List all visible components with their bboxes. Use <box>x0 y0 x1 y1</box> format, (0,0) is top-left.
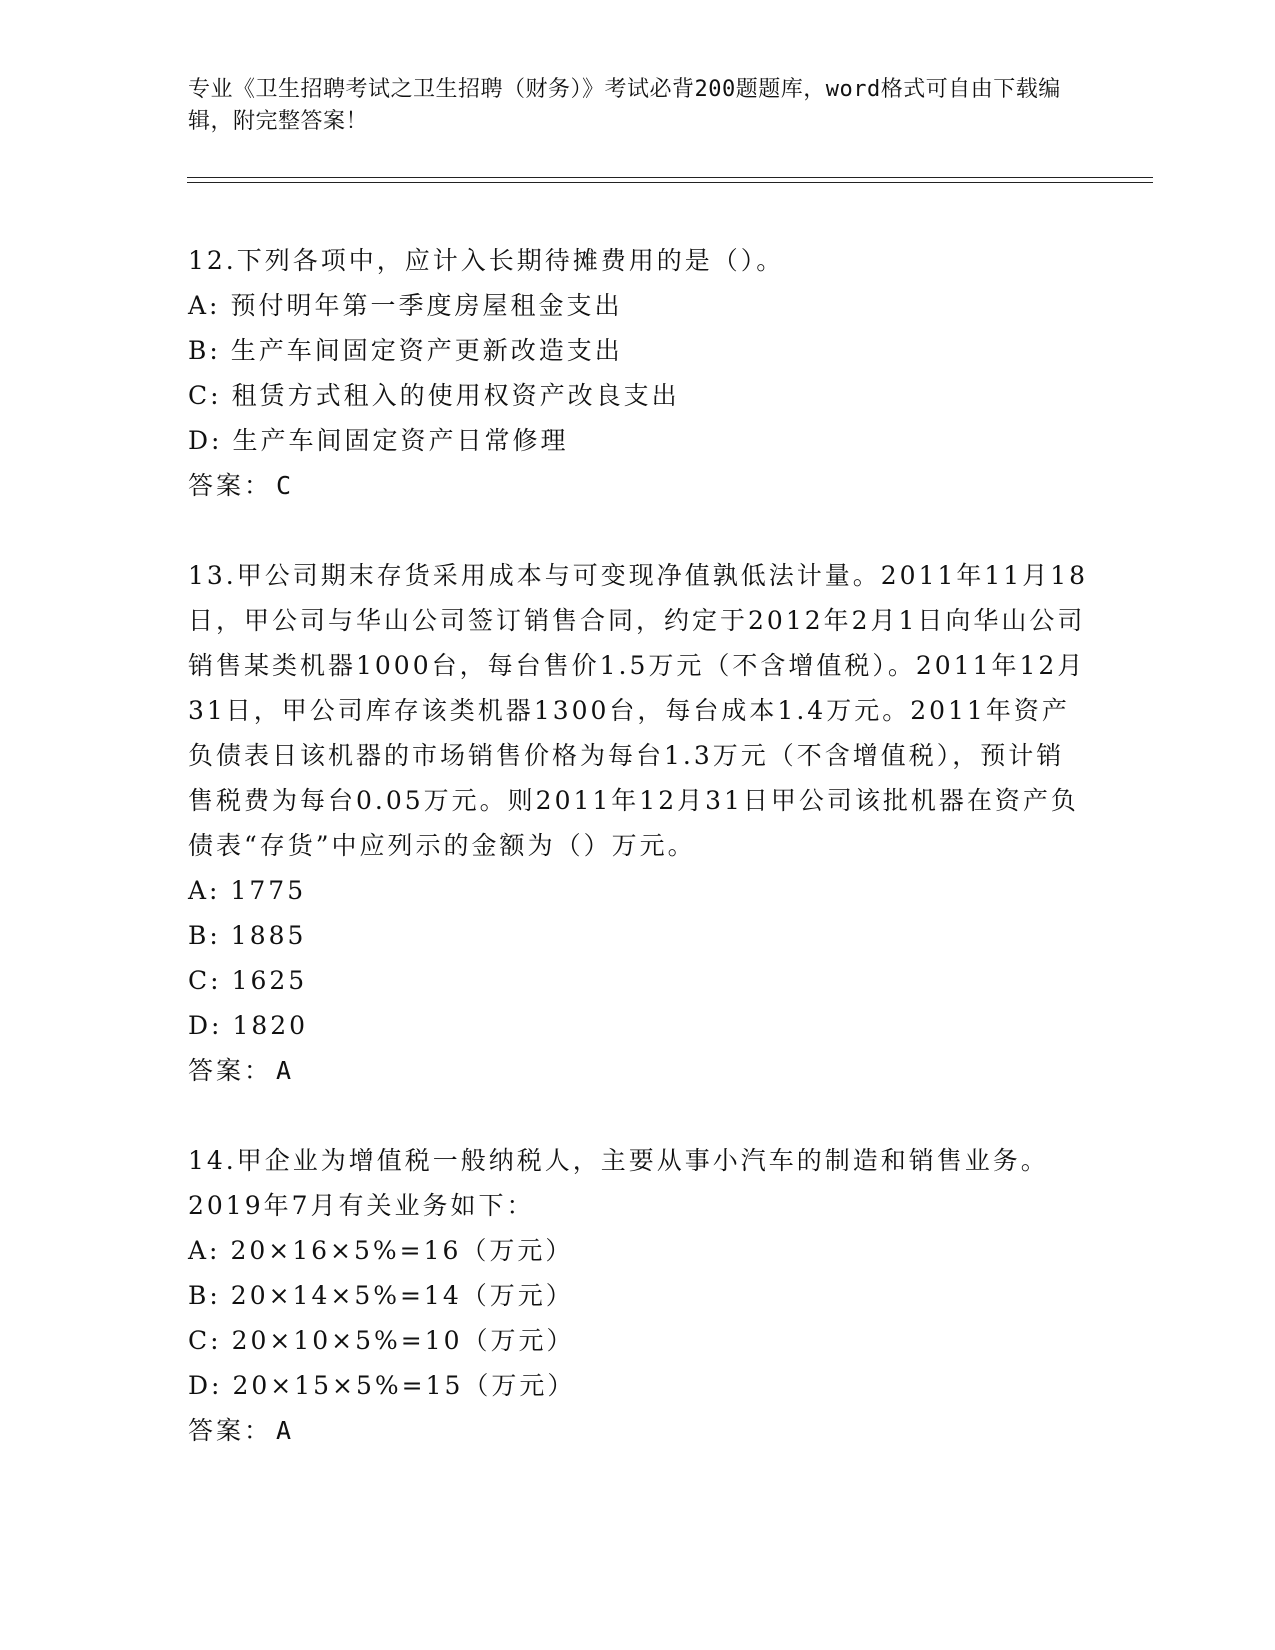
header-divider-bottom <box>187 182 1153 183</box>
answer-value: A <box>276 1416 295 1445</box>
option-text: 20×14×5%=14（万元） <box>230 1281 574 1310</box>
question-list <box>188 238 1088 1498</box>
option-text: 1625 <box>231 966 308 995</box>
answer-value: C <box>276 471 295 500</box>
option-letter: A: <box>188 1236 221 1265</box>
option-letter: A: <box>188 876 221 905</box>
option-letter: D: <box>188 1371 223 1400</box>
option-text: 生产车间固定资产更新改造支出 <box>230 336 623 365</box>
option-b <box>188 913 1088 958</box>
option-d <box>188 1003 1088 1048</box>
answer-value: A <box>276 1056 295 1085</box>
question-14 <box>188 1138 1088 1453</box>
option-c <box>188 958 1088 1003</box>
option-text: 租赁方式租入的使用权资产改良支出 <box>231 381 680 410</box>
answer-label: 答案： <box>188 1416 273 1445</box>
answer-line <box>188 463 1088 508</box>
option-letter: D: <box>188 426 223 455</box>
option-text: 预付明年第一季度房屋租金支出 <box>230 291 623 320</box>
option-b <box>188 328 1088 373</box>
option-letter: D: <box>188 1011 223 1040</box>
option-letter: B: <box>188 336 221 365</box>
option-text: 生产车间固定资产日常修理 <box>232 426 569 455</box>
option-letter: C: <box>188 381 222 410</box>
option-b <box>188 1273 1088 1318</box>
option-letter: C: <box>188 966 222 995</box>
answer-label: 答案： <box>188 1056 273 1085</box>
option-text: 1775 <box>230 876 307 905</box>
option-d <box>188 1363 1088 1408</box>
header-divider-top <box>187 177 1153 178</box>
document-title: 专业《卫生招聘考试之卫生招聘（财务）》考试必背200题题库，word格式可自由下载编辑，附完整答案！ <box>188 77 1061 134</box>
option-a <box>188 868 1088 913</box>
answer-line <box>188 1048 1088 1093</box>
option-letter: B: <box>188 1281 221 1310</box>
answer-line <box>188 1408 1088 1453</box>
question-stem: 14.甲企业为增值税一般纳税人，主要从事小汽车的制造和销售业务。2019年7月有关业务如下： <box>188 1146 1049 1220</box>
question-stem: 13.甲公司期末存货采用成本与可变现净值孰低法计量。2011年11月18日，甲公司与华山公司签订销售合同，约定于2012年2月1日向华山公司销售某类机器1000台，每台售价1.5万元（不含增值税）。2011年12月31日，甲公司库存该类机器1300台，每台成本1.4万元。2011年资产负债表日该机器的市场销售价格为每台1.3万元（不含增值税），预计销售税费为每台0.05万元。则2011年12月31日甲公司该批机器在资产负债表“存货”中应列示的金额为（）万元。 <box>188 561 1089 860</box>
option-letter: C: <box>188 1326 222 1355</box>
question-stem: 12.下列各项中，应计入长期待摊费用的是（）。 <box>188 246 785 275</box>
question-13 <box>188 553 1088 1093</box>
answer-label: 答案： <box>188 471 273 500</box>
option-text: 1885 <box>230 921 307 950</box>
option-d <box>188 418 1088 463</box>
option-c <box>188 373 1088 418</box>
option-text: 1820 <box>232 1011 309 1040</box>
document-header <box>188 74 1068 138</box>
option-text: 20×16×5%=16（万元） <box>230 1236 574 1265</box>
option-letter: B: <box>188 921 221 950</box>
option-text: 20×15×5%=15（万元） <box>232 1371 576 1400</box>
option-a <box>188 283 1088 328</box>
question-12 <box>188 238 1088 508</box>
option-text: 20×10×5%=10（万元） <box>231 1326 575 1355</box>
option-a <box>188 1228 1088 1273</box>
option-letter: A: <box>188 291 221 320</box>
option-c <box>188 1318 1088 1363</box>
